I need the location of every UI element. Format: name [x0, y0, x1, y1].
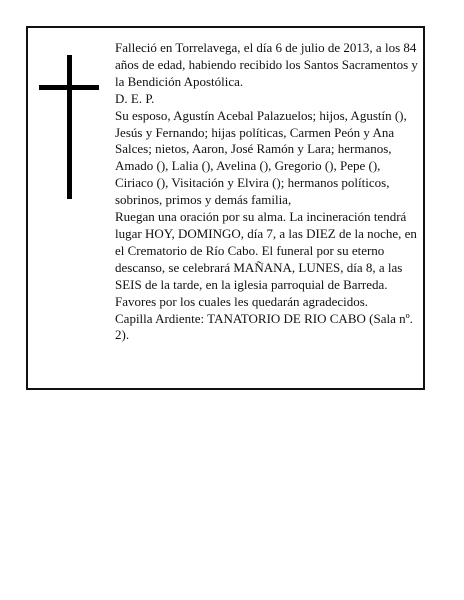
- ceremony-details: Ruegan una oración por su alma. La incineración tendrá lugar HOY, DOMINGO, día 7, a las DIEZ de la noche, en el Crematorio de Río Cabo. El funeral por su eterno descanso, se celebrará MAÑANA, LUNES, día 8, a las SEIS de la tarde, en la iglesia parroquial de Barreda.: [115, 209, 417, 292]
- death-announcement: Falleció en Torrelavega, el día 6 de julio de 2013, a los 84 años de edad, habiendo recibido los Santos Sacramentos y la Bendición Apostólica.: [115, 40, 418, 89]
- family-list: Su esposo, Agustín Acebal Palazuelos; hijos, Agustín (), Jesús y Fernando; hijas políticas, Carmen Peón y Ana Salces; nietos, Aaron, José Ramón y Lara; hermanos, Amado (), Lalia (), Avelina (), Gregorio (), Pepe (), Ciriaco (), Visitación y Elvira (); hermanos políticos, sobrinos, primos y demás familia,: [115, 107, 407, 208]
- chapel-location: Capilla Ardiente: TANATORIO DE RIO CABO (Sala nº. 2).: [115, 310, 413, 343]
- gratitude-line: Favores por los cuales les quedarán agradecidos.: [115, 293, 369, 309]
- obituary-notice: [26, 26, 425, 390]
- notice-text: [115, 40, 421, 344]
- cross-horizontal-bar: [39, 85, 99, 90]
- cross-icon: [39, 55, 99, 199]
- cross-vertical-bar: [67, 55, 72, 199]
- rest-in-peace: D. E. P.: [115, 90, 155, 106]
